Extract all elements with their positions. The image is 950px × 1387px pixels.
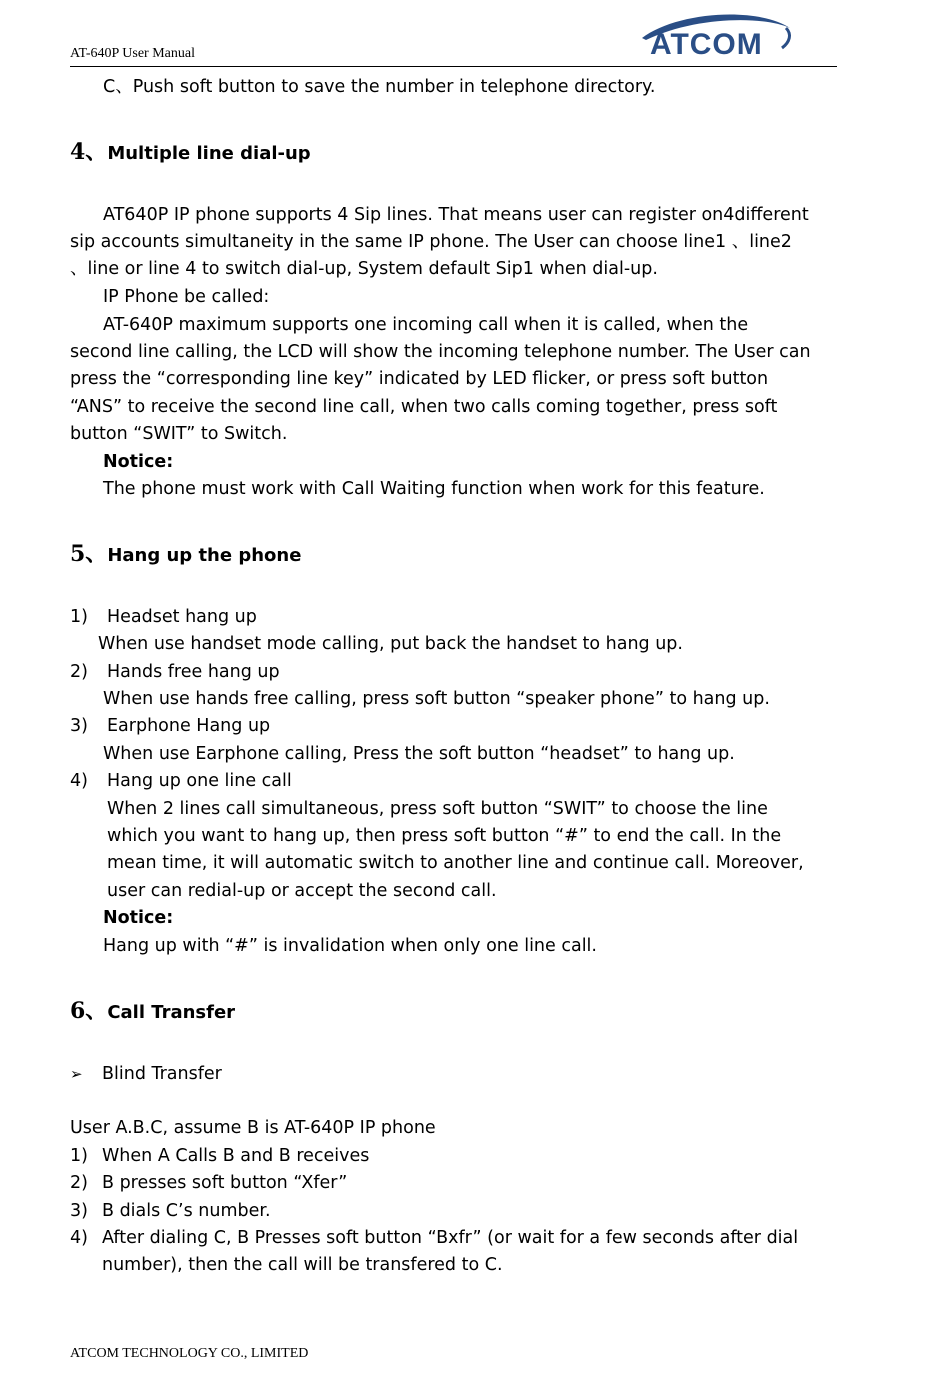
section-title: Call Transfer <box>107 1002 236 1023</box>
list-item-number: 3) <box>70 716 88 736</box>
list-item: B dials C’s number. <box>102 1201 271 1221</box>
section-heading-5 <box>70 541 301 569</box>
list-item-number: 4) <box>70 771 88 791</box>
list-item-desc: When use hands free calling, press soft button “speaker phone” to hang up. <box>103 689 770 709</box>
list-item: Hang up one line call <box>107 771 292 791</box>
atcom-logo <box>636 8 796 64</box>
list-item-number: 3) <box>70 1201 88 1221</box>
list-item: After dialing C, B Presses soft button “Bxfr” (or wait for a few seconds after dial <box>102 1228 799 1248</box>
list-item-desc: When use handset mode calling, put back the handset to hang up. <box>98 634 683 654</box>
list-item-desc: When use Earphone calling, Press the soft button “headset” to hang up. <box>103 744 735 764</box>
list-item-number: 1) <box>70 607 88 627</box>
footer-company: ATCOM TECHNOLOGY CO., LIMITED <box>70 1346 309 1361</box>
list-item-desc: number), then the call will be transfered to C. <box>102 1255 503 1275</box>
header-title: AT-640P User Manual <box>70 46 195 61</box>
list-item-number: 1) <box>70 1146 88 1166</box>
list-item-number: 2) <box>70 1173 88 1193</box>
section-heading-6 <box>70 998 235 1026</box>
list-item: Blind Transfer <box>102 1064 222 1084</box>
section-number: 6、 <box>70 998 108 1024</box>
arrow-bullet-icon: ➢ <box>70 1065 83 1083</box>
notice-text: The phone must work with Call Waiting function when work for this feature. <box>103 479 765 499</box>
list-item: Earphone Hang up <box>107 716 271 736</box>
list-item-number: 2) <box>70 662 88 682</box>
section-number: 4、 <box>70 139 108 165</box>
notice-label: Notice: <box>103 908 174 928</box>
text-line: sip accounts simultaneity in the same IP phone. The User can choose line1 、line2 <box>70 232 792 252</box>
header-divider <box>70 66 837 67</box>
text-line: C、Push soft button to save the number in telephone directory. <box>103 77 656 97</box>
text-line: 、line or line 4 to switch dial-up, System default Sip1 when dial-up. <box>70 259 658 279</box>
section-title: Hang up the phone <box>107 545 302 566</box>
text-line: User A.B.C, assume B is AT-640P IP phone <box>70 1118 436 1138</box>
text-line: button “SWIT” to Switch. <box>70 424 288 444</box>
text-line: “ANS” to receive the second line call, when two calls coming together, press soft <box>70 397 778 417</box>
text-line: IP Phone be called: <box>103 287 270 307</box>
list-item-desc: When 2 lines call simultaneous, press soft button “SWIT” to choose the line <box>107 799 768 819</box>
list-item-desc: user can redial-up or accept the second call. <box>107 881 497 901</box>
section-number: 5、 <box>70 541 108 567</box>
text-line: press the “corresponding line key” indicated by LED flicker, or press soft button <box>70 369 769 389</box>
list-item-number: 4) <box>70 1228 88 1248</box>
text-line: AT-640P maximum supports one incoming call when it is called, when the <box>103 315 749 335</box>
list-item: When A Calls B and B receives <box>102 1146 370 1166</box>
text-line: AT640P IP phone supports 4 Sip lines. That means user can register on4different <box>103 205 809 225</box>
notice-label: Notice: <box>103 452 174 472</box>
list-item-desc: mean time, it will automatic switch to another line and continue call. Moreover, <box>107 853 804 873</box>
list-item: B presses soft button “Xfer” <box>102 1173 348 1193</box>
notice-text: Hang up with “#” is invalidation when only one line call. <box>103 936 597 956</box>
text-line: second line calling, the LCD will show the incoming telephone number. The User can <box>70 342 811 362</box>
list-item: Hands free hang up <box>107 662 280 682</box>
list-item-desc: which you want to hang up, then press soft button “#” to end the call. In the <box>107 826 782 846</box>
list-item: Headset hang up <box>107 607 257 627</box>
section-heading-4 <box>70 139 311 167</box>
section-title: Multiple line dial-up <box>107 143 311 164</box>
logo-text: ATCOM <box>650 28 763 61</box>
